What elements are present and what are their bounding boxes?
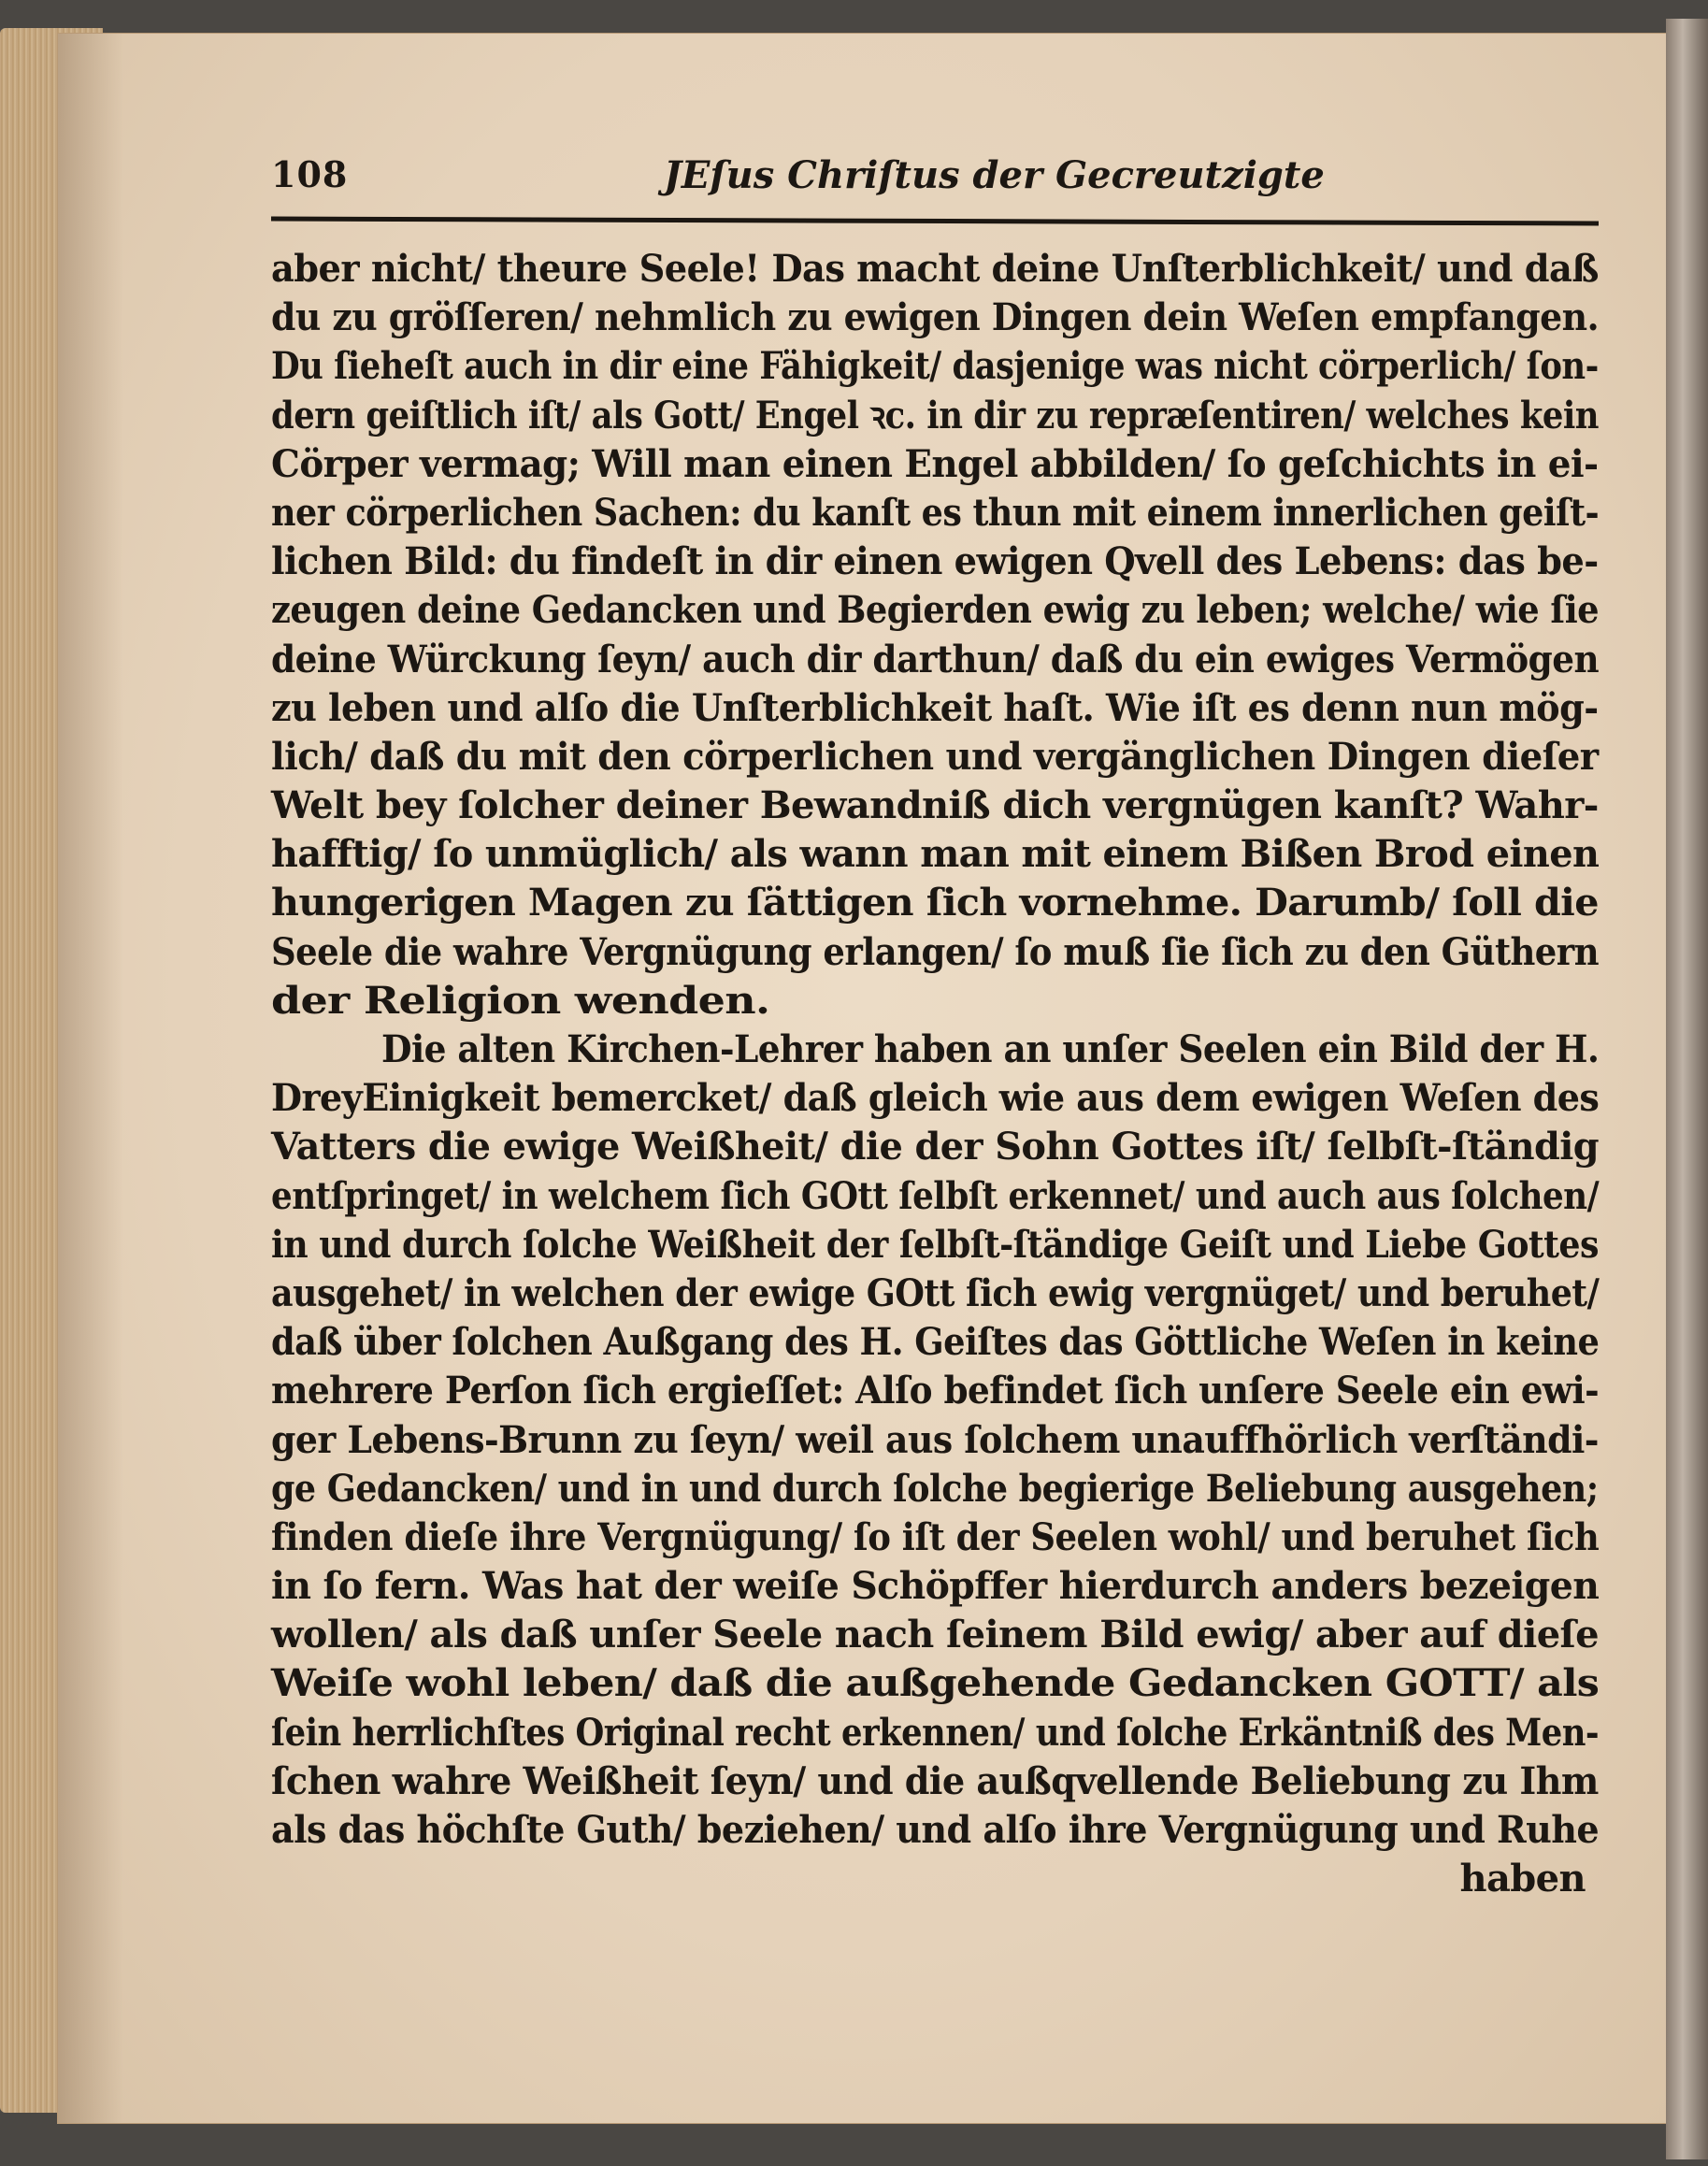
text-line: in ſo fern. Was hat der weiſe Schöpffer hierdurch anders bezeigen (271, 1564, 1600, 1609)
text-line: Weiſe wohl leben/ daß die außgehende Gedancken GOTT/ als (271, 1661, 1600, 1706)
text-line: DreyEinigkeit bemercket/ daß gleich wie aus dem ewigen Weſen des (271, 1076, 1600, 1121)
text-line: Seele die wahre Vergnügung erlangen/ ſo muß ſie ſich zu den Güthern (271, 929, 1600, 974)
text-line: wollen/ als daß unſer Seele nach ſeinem Bild ewig/ aber auf dieſe (271, 1613, 1599, 1657)
text-line: ger Lebens-Brunn zu ſeyn/ weil aus ſolchem unauffhörlich verſtändi- (271, 1417, 1599, 1462)
text-line: du zu gröſſeren/ nehmlich zu ewigen Dingen dein Weſen empfangen. (271, 295, 1600, 340)
body-text (271, 245, 1599, 1903)
text-line: finden dieſe ihre Vergnügung/ ſo iſt der Seelen wohl/ und beruhet ſich (271, 1514, 1600, 1559)
text-line: ſein herrlichſtes Original recht erkennen/ und ſolche Erkäntniß des Men- (271, 1710, 1600, 1755)
text-line: zeugen deine Gedancken und Begierden ewig zu leben; welche/ wie ſie (271, 588, 1599, 633)
text-line: daß über ſolchen Außgang des H. Geiſtes das Göttliche Weſen in keine (271, 1320, 1600, 1365)
text-line: entſpringet/ in welchem ſich GOtt ſelbſt erkennet/ und auch aus ſolchen/ (271, 1173, 1600, 1218)
text-line: mehrere Perſon ſich ergieſſet: Alſo befindet ſich unſere Seele ein ewi- (271, 1369, 1600, 1413)
text-line: Du ſieheſt auch in dir eine Fähigkeit/ dasjenige was nicht cörperlich/ ſon- (271, 344, 1599, 389)
gutter-shadow (58, 34, 123, 2123)
page-content (271, 140, 1608, 2029)
text-line: der Religion wenden. (271, 978, 770, 1023)
paragraph-1 (271, 245, 1599, 1026)
text-line: in und durch ſolche Weißheit der ſelbſt-ſtändige Geiſt und Liebe Gottes (271, 1222, 1599, 1267)
running-title: JEſus Chriſtus der Gecreutzigte (664, 153, 1325, 197)
right-page-edge (1666, 19, 1708, 2159)
catchword: haben (1459, 1857, 1586, 1901)
paragraph-2 (271, 1026, 1599, 1855)
text-line: Welt bey ſolcher deiner Bewandniß dich vergnügen kanſt? Wahr- (271, 783, 1599, 828)
text-line: zu leben und alſo die Unſterblichkeit haſt. Wie iſt es denn nun mög- (271, 685, 1599, 730)
text-line: aber nicht/ theure Seele! Das macht deine Unſterblichkeit/ und daß (271, 247, 1599, 291)
text-line: ge Gedancken/ und in und durch ſolche begierige Beliebung ausgehen; (271, 1466, 1599, 1511)
header-rule (271, 217, 1599, 226)
text-line: deine Würckung ſeyn/ auch dir darthun/ daß du ein ewiges Vermögen (271, 637, 1600, 681)
text-line: ner cörperlichen Sachen: du kanſt es thun mit einem innerlichen geiſt- (271, 490, 1600, 535)
running-head (271, 140, 1608, 206)
text-line: lich/ daß du mit den cörperlichen und vergänglichen Dingen dieſer (271, 734, 1599, 779)
text-line: lichen Bild: du findeſt in dir einen ewigen Qvell des Lebens: das be- (271, 539, 1599, 584)
text-line: hungerigen Magen zu ſättigen ſich vornehme. Darumb/ ſoll die (271, 881, 1599, 925)
text-line: dern geiſtlich iſt/ als Gott/ Engel ꝛc. in dir zu repræſentiren/ welches kein (271, 393, 1600, 438)
text-line: Die alten Kirchen-Lehrer haben an unſer Seelen ein Bild der H. (381, 1027, 1600, 1071)
page-number: 108 (271, 153, 349, 195)
text-line: Cörper vermag; Will man einen Engel abbilden/ ſo geſchichts in ei- (271, 441, 1599, 486)
text-line: als das höchſte Guth/ beziehen/ und alſo ihre Vergnügung und Ruhe (271, 1808, 1600, 1852)
text-line: ſchen wahre Weißheit ſeyn/ und die außqvellende Beliebung zu Ihm (271, 1758, 1599, 1803)
text-line: Vatters die ewige Weißheit/ die der Sohn Gottes iſt/ ſelbſt-ſtändig (271, 1125, 1600, 1169)
text-line: ausgehet/ in welchen der ewige GOtt ſich ewig vergnüget/ und beruhet/ (271, 1270, 1600, 1315)
text-line: hafftig/ ſo unmüglich/ als wann man mit einem Bißen Brod einen (271, 832, 1600, 877)
